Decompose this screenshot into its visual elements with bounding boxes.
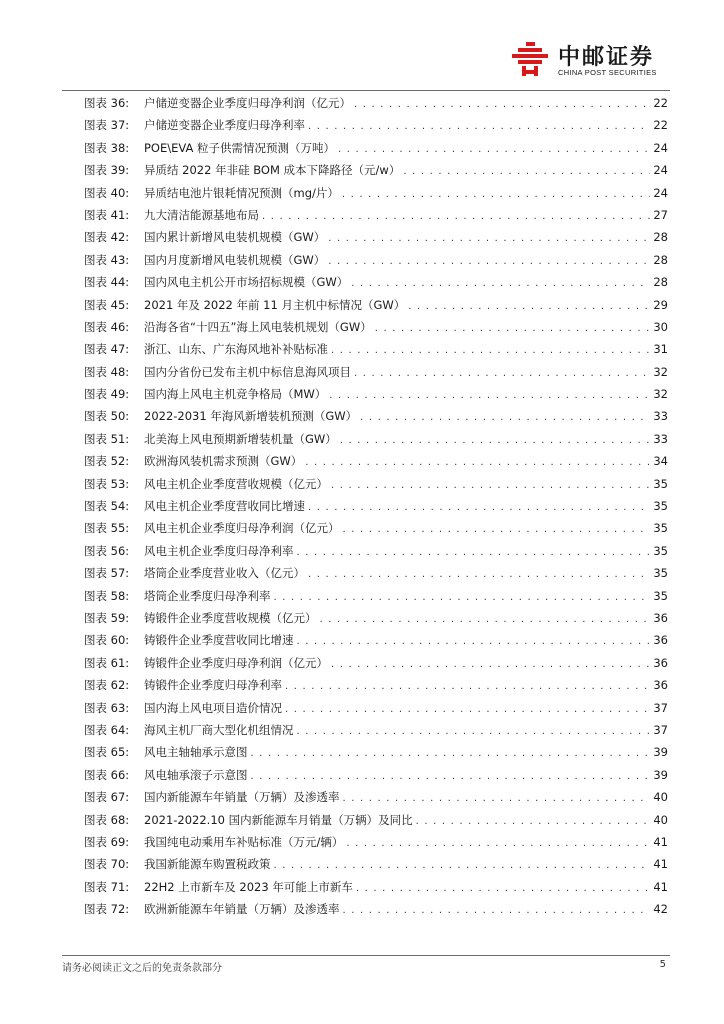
- toc-entry[interactable]: [84, 853, 668, 875]
- toc-dot-leader: [328, 228, 650, 250]
- toc-entry[interactable]: [84, 585, 668, 607]
- toc-entry[interactable]: [84, 764, 668, 786]
- toc-entry[interactable]: [84, 495, 668, 517]
- toc-entry-label: 图表 46:: [84, 319, 130, 334]
- toc-entry-page: 34: [653, 454, 668, 469]
- brand-name-cn: 中邮证券: [558, 45, 655, 70]
- toc-entry-label: 图表 38:: [84, 140, 130, 155]
- toc-dot-leader: [308, 116, 650, 138]
- toc-entry-title: 欧洲新能源车年销量（万辆）及渗透率: [144, 902, 340, 917]
- toc-entry[interactable]: [84, 674, 668, 696]
- toc-entry[interactable]: [84, 450, 668, 472]
- toc-entry-title: 国内月度新增风电装机规模（GW）: [144, 252, 326, 267]
- toc-entry-page: 31: [653, 342, 668, 357]
- toc-entry-page: 35: [653, 499, 668, 514]
- toc-entry-label: 图表 69:: [84, 834, 130, 849]
- toc-entry-label: 图表 50:: [84, 409, 130, 424]
- toc-entry[interactable]: [84, 562, 668, 584]
- toc-entry[interactable]: [84, 607, 668, 629]
- toc-entry-title: 风电主轴轴承示意图: [144, 745, 248, 760]
- toc-entry-label: 图表 60:: [84, 633, 130, 648]
- toc-entry-label: 图表 61:: [84, 655, 130, 670]
- toc-entry-title: 风电主机企业季度营收规模（亿元）: [144, 476, 328, 491]
- toc-entry-page: 32: [653, 387, 668, 402]
- toc-entry-title: 铸锻件企业季度归母净利率: [144, 678, 282, 693]
- toc-entry-label: 图表 68:: [84, 812, 130, 827]
- toc-entry-title: 2021-2022.10 国内新能源车月销量（万辆）及同比: [144, 812, 413, 827]
- toc-entry-label: 图表 52:: [84, 454, 130, 469]
- toc-dot-leader: [297, 542, 651, 564]
- toc-entry[interactable]: [84, 361, 668, 383]
- toc-entry[interactable]: [84, 629, 668, 651]
- toc-entry-page: 32: [653, 364, 668, 379]
- toc-entry-title: 异质结电池片银耗情况预测（mg/片）: [144, 185, 339, 200]
- toc-entry[interactable]: [84, 159, 668, 181]
- toc-entry-label: 图表 49:: [84, 387, 130, 402]
- toc-entry[interactable]: [84, 786, 668, 808]
- toc-entry-title: 北美海上风电预期新增装机量（GW）: [144, 431, 337, 446]
- toc-dot-leader: [308, 564, 650, 586]
- toc-dot-leader: [346, 833, 650, 855]
- toc-entry-label: 图表 56:: [84, 543, 130, 558]
- toc-entry-label: 图表 71:: [84, 879, 130, 894]
- toc-entry-title: 塔筒企业季度归母净利率: [144, 588, 271, 603]
- toc-dot-leader: [262, 206, 650, 228]
- toc-entry[interactable]: [84, 517, 668, 539]
- toc-dot-leader: [331, 654, 650, 676]
- toc-dot-leader: [356, 878, 651, 900]
- toc-entry-label: 图表 57:: [84, 566, 130, 581]
- toc-entry-title: 沿海各省“十四五”海上风电装机规划（GW）: [144, 319, 372, 334]
- toc-entry-title: 国内海上风电项目造价情况: [144, 700, 282, 715]
- toc-entry-page: 27: [653, 207, 668, 222]
- toc-entry-page: 42: [653, 902, 668, 917]
- toc-entry-page: 37: [653, 722, 668, 737]
- toc-entry-title: 2021 年及 2022 年前 11 月主机中标情况（GW）: [144, 297, 406, 312]
- toc-dot-leader: [343, 788, 651, 810]
- toc-entry[interactable]: [84, 876, 668, 898]
- toc-entry-page: 37: [653, 700, 668, 715]
- toc-dot-leader: [338, 139, 650, 161]
- toc-entry-page: 39: [653, 745, 668, 760]
- toc-entry-title: 国内新能源车年销量（万辆）及渗透率: [144, 790, 340, 805]
- toc-entry-page: 33: [653, 409, 668, 424]
- toc-entry[interactable]: [84, 652, 668, 674]
- toc-entry-page: 41: [653, 879, 668, 894]
- toc-entry-title: 国内累计新增风电装机规模（GW）: [144, 230, 326, 245]
- toc-entry[interactable]: [84, 428, 668, 450]
- toc-entry-page: 36: [653, 610, 668, 625]
- toc-entry-page: 22: [653, 118, 668, 133]
- toc-dot-leader: [329, 385, 650, 407]
- toc-entry-label: 图表 67:: [84, 790, 130, 805]
- toc-entry-title: 户储逆变器企业季度归母净利润（亿元）: [144, 96, 351, 110]
- toc-entry-label: 图表 54:: [84, 499, 130, 514]
- toc-entry-title: 欧洲海风装机需求预测（GW）: [144, 454, 303, 469]
- toc-entry[interactable]: [84, 137, 668, 159]
- toc-entry-label: 图表 37:: [84, 118, 130, 133]
- toc-entry-title: 国内分省份已发布主机中标信息海风项目: [144, 364, 351, 379]
- toc-entry-title: 国内风电主机公开市场招标规模（GW）: [144, 275, 349, 290]
- toc-entry[interactable]: [84, 249, 668, 271]
- toc-entry-title: 国内海上风电主机竞争格局（MW）: [144, 387, 327, 402]
- toc-entry[interactable]: [84, 898, 668, 920]
- toc-entry-title: 铸锻件企业季度营收规模（亿元）: [144, 610, 317, 625]
- toc-entry[interactable]: [84, 697, 668, 719]
- toc-entry-page: 36: [653, 655, 668, 670]
- toc-dot-leader: [343, 519, 651, 541]
- toc-entry-label: 图表 59:: [84, 610, 130, 625]
- toc-entry-title: 22H2 上市新车及 2023 年可能上市新车: [144, 879, 353, 894]
- footer-disclaimer: 请务必阅读正文之后的免责条款部分: [62, 963, 222, 974]
- toc-dot-leader: [331, 475, 650, 497]
- toc-entry[interactable]: [84, 271, 668, 293]
- toc-dot-leader: [331, 340, 650, 362]
- toc-dot-leader: [285, 699, 650, 721]
- toc-dot-leader: [360, 407, 650, 429]
- toc-entry-page: 30: [653, 319, 668, 334]
- toc-dot-leader: [354, 363, 650, 385]
- toc-entry[interactable]: [84, 473, 668, 495]
- toc-entry-label: 图表 48:: [84, 364, 130, 379]
- toc-entry[interactable]: [84, 741, 668, 763]
- toc-entry-label: 图表 53:: [84, 476, 130, 491]
- toc-entry-title: 户储逆变器企业季度归母净利率: [144, 118, 305, 133]
- toc-entry-title: 风电主机企业季度归母净利率: [144, 543, 294, 558]
- toc-entry-page: 22: [653, 96, 668, 110]
- toc-entry-label: 图表 47:: [84, 342, 130, 357]
- header-divider: [62, 90, 670, 91]
- toc-entry[interactable]: [84, 338, 668, 360]
- toc-entry-label: 图表 66:: [84, 767, 130, 782]
- toc-entry-page: 40: [653, 812, 668, 827]
- toc-dot-leader: [375, 318, 651, 340]
- toc-entry-page: 28: [653, 230, 668, 245]
- toc-dot-leader: [297, 721, 651, 743]
- toc-dot-leader: [343, 900, 651, 922]
- toc-entry-page: 28: [653, 252, 668, 267]
- toc-entry-page: 35: [653, 521, 668, 536]
- toc-entry-title: 铸锻件企业季度营收同比增速: [144, 633, 294, 648]
- toc-entry-label: 图表 45:: [84, 297, 130, 312]
- toc-entry[interactable]: [84, 540, 668, 562]
- toc-entry-page: 41: [653, 834, 668, 849]
- toc-entry-label: 图表 62:: [84, 678, 130, 693]
- toc-entry-page: 24: [653, 140, 668, 155]
- toc-entry-label: 图表 43:: [84, 252, 130, 267]
- toc-entry-title: 铸锻件企业季度归母净利润（亿元）: [144, 655, 328, 670]
- toc-entry-page: 29: [653, 297, 668, 312]
- toc-entry-label: 图表 41:: [84, 207, 130, 222]
- figure-index-list: [84, 92, 668, 920]
- toc-dot-leader: [274, 587, 651, 609]
- page-number: 5: [659, 959, 666, 970]
- toc-entry[interactable]: [84, 182, 668, 204]
- toc-dot-leader: [305, 452, 650, 474]
- toc-dot-leader: [354, 94, 650, 116]
- toc-dot-leader: [320, 609, 651, 631]
- toc-entry-page: 40: [653, 790, 668, 805]
- toc-entry-label: 图表 72:: [84, 902, 130, 917]
- toc-entry-page: 35: [653, 543, 668, 558]
- toc-entry-title: 我国纯电动乘用车补贴标准（万元/辆）: [144, 834, 344, 849]
- toc-dot-leader: [416, 811, 651, 833]
- toc-dot-leader: [403, 161, 650, 183]
- brand-name-en: CHINA POST SECURITIES: [558, 68, 657, 77]
- toc-entry[interactable]: [84, 405, 668, 427]
- toc-entry-label: 图表 70:: [84, 857, 130, 872]
- toc-entry-page: 33: [653, 431, 668, 446]
- toc-entry-title: 我国新能源车购置税政策: [144, 857, 271, 872]
- toc-entry-page: 35: [653, 588, 668, 603]
- toc-entry-label: 图表 63:: [84, 700, 130, 715]
- toc-dot-leader: [251, 743, 651, 765]
- toc-entry-page: 41: [653, 857, 668, 872]
- toc-entry-title: 异质结 2022 年非硅 BOM 成本下降路径（元/w）: [144, 163, 401, 178]
- toc-entry[interactable]: [84, 316, 668, 338]
- toc-entry-label: 图表 64:: [84, 722, 130, 737]
- toc-entry[interactable]: [84, 226, 668, 248]
- toc-dot-leader: [297, 631, 651, 653]
- toc-entry-label: 图表 42:: [84, 230, 130, 245]
- toc-dot-leader: [251, 766, 651, 788]
- toc-entry-label: 图表 58:: [84, 588, 130, 603]
- toc-entry-page: 35: [653, 476, 668, 491]
- toc-dot-leader: [328, 251, 650, 273]
- toc-entry-title: 风电轴承滚子示意图: [144, 767, 248, 782]
- toc-entry-label: 图表 65:: [84, 745, 130, 760]
- toc-entry[interactable]: [84, 809, 668, 831]
- toc-dot-leader: [342, 184, 650, 206]
- toc-entry-page: 36: [653, 633, 668, 648]
- toc-entry[interactable]: [84, 383, 668, 405]
- toc-entry-title: 塔筒企业季度营业收入（亿元）: [144, 566, 305, 581]
- toc-entry-page: 35: [653, 566, 668, 581]
- toc-entry-title: 风电主机企业季度归母净利润（亿元）: [144, 521, 340, 536]
- toc-entry[interactable]: [84, 719, 668, 741]
- toc-entry-title: 浙江、山东、广东海风地补补贴标准: [144, 342, 328, 357]
- toc-entry-label: 图表 51:: [84, 431, 130, 446]
- toc-entry-page: 28: [653, 275, 668, 290]
- toc-entry-label: 图表 44:: [84, 275, 130, 290]
- toc-dot-leader: [340, 430, 651, 452]
- toc-entry-page: 24: [653, 185, 668, 200]
- china-post-logo-icon: [512, 42, 548, 76]
- toc-dot-leader: [308, 497, 650, 519]
- toc-entry[interactable]: [84, 294, 668, 316]
- toc-entry-page: 36: [653, 678, 668, 693]
- toc-entry-label: 图表 36:: [84, 96, 130, 110]
- toc-entry[interactable]: [84, 92, 668, 114]
- toc-dot-leader: [351, 273, 650, 295]
- toc-dot-leader: [274, 855, 651, 877]
- toc-dot-leader: [285, 676, 650, 698]
- toc-entry-page: 24: [653, 163, 668, 178]
- toc-dot-leader: [408, 296, 650, 318]
- toc-entry-title: 海风主机厂商大型化机组情况: [144, 722, 294, 737]
- toc-entry[interactable]: [84, 114, 668, 136]
- toc-entry-title: 九大清洁能源基地布局: [144, 207, 259, 222]
- toc-entry[interactable]: [84, 204, 668, 226]
- toc-entry-title: POE\EVA 粒子供需情况预测（万吨）: [144, 140, 336, 155]
- toc-entry-page: 39: [653, 767, 668, 782]
- toc-entry-label: 图表 40:: [84, 185, 130, 200]
- toc-entry[interactable]: [84, 831, 668, 853]
- toc-entry-label: 图表 39:: [84, 163, 130, 178]
- toc-entry-title: 风电主机企业季度营收同比增速: [144, 499, 305, 514]
- toc-entry-label: 图表 55:: [84, 521, 130, 536]
- company-logo: [512, 40, 682, 80]
- footer-divider: [62, 955, 670, 956]
- toc-entry-title: 2022-2031 年海风新增装机预测（GW）: [144, 409, 358, 424]
